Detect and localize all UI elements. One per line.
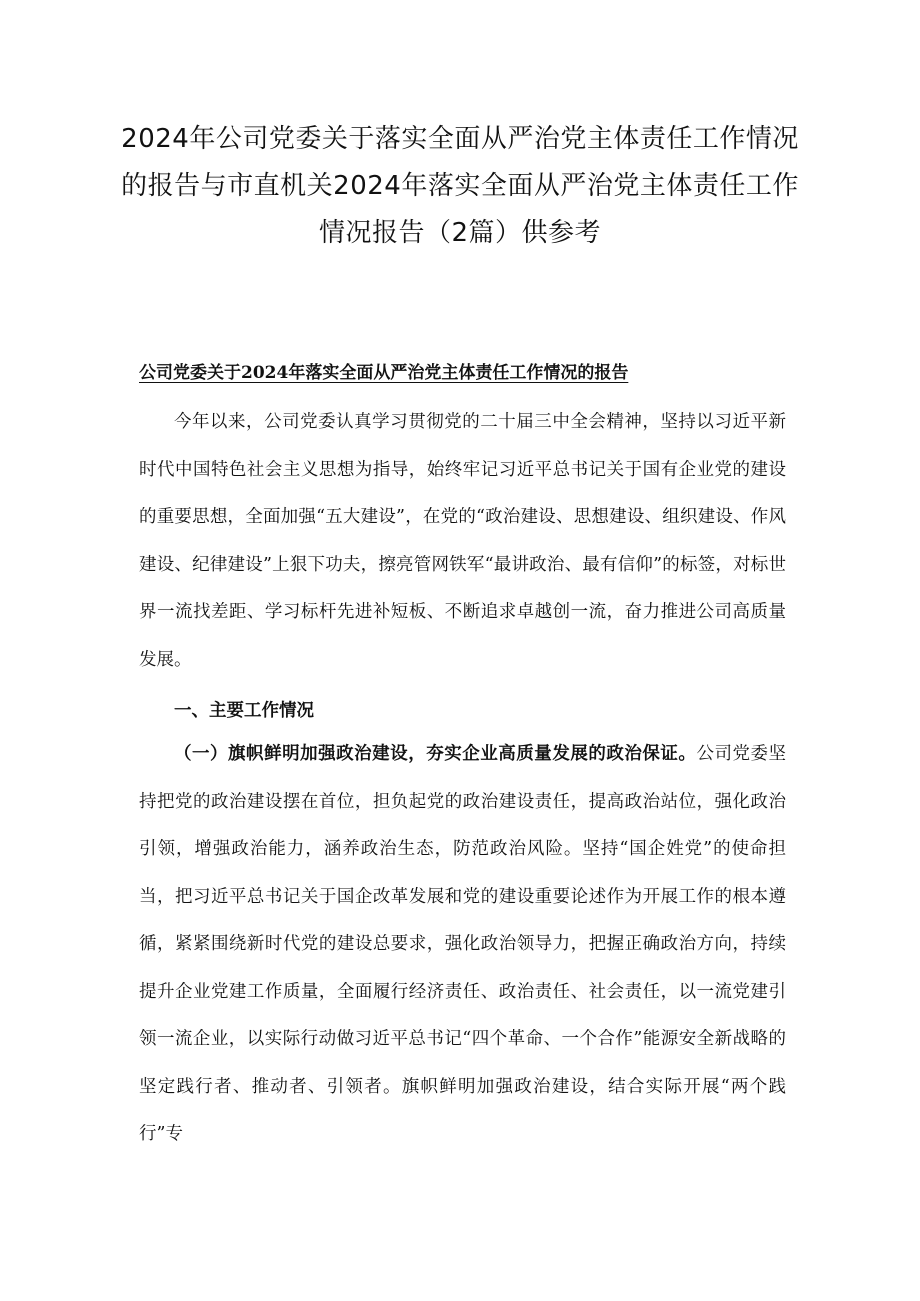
paragraph-intro: 今年以来，公司党委认真学习贯彻党的二十届三中全会精神，坚持以习近平新时代中国特色社会主义思想为指导，始终牢记习近平总书记关于国有企业党的建设的重要思想，全面加强“五大建设”，在党的“政治建设、思想建设、组织建设、作风建设、纪律建设”上狠下功夫，擦亮管网铁军“最讲政治、最有信仰”的标签，对标世界一流找差距、学习标杆先进补短板、不断追求卓越创一流，奋力推进公司高质量发展。 xyxy=(139,412,786,670)
section-heading: 公司党委关于2024年落实全面从严治党主体责任工作情况的报告 xyxy=(139,363,629,383)
paragraph-lead-sentence: （一）旗帜鲜明加强政治建设，夯实企业高质量发展的政治保证。 xyxy=(174,744,697,764)
paragraph-political-building xyxy=(139,731,786,1159)
paragraph-body-text: 公司党委坚持把党的政治建设摆在首位，担负起党的政治建设责任，提高政治站位，强化政治引领，增强政治能力，涵养政治生态，防范政治风险。坚持“国企姓党”的使命担当，把习近平总书记关于国企改革发展和党的建设重要论述作为开展工作的根本遵循，紧紧围绕新时代党的建设总要求，强化政治领导力，把握正确政治方向，持续提升企业党建工作质量，全面履行经济责任、政治责任、社会责任，以一流党建引领一流企业，以实际行动做习近平总书记“四个革命、一个合作”能源安全新战略的坚定践行者、推动者、引领者。旗帜鲜明加强政治建设，结合实际开展“两个践行”专 xyxy=(139,744,786,1144)
heading-main-work: 一、主要工作情况 xyxy=(174,701,314,721)
document-title: 2024年公司党委关于落实全面从严治党主体责任工作情况的报告与市直机关2024年落实全面从严治党主体责任工作情况报告（2篇）供参考 xyxy=(121,124,799,248)
